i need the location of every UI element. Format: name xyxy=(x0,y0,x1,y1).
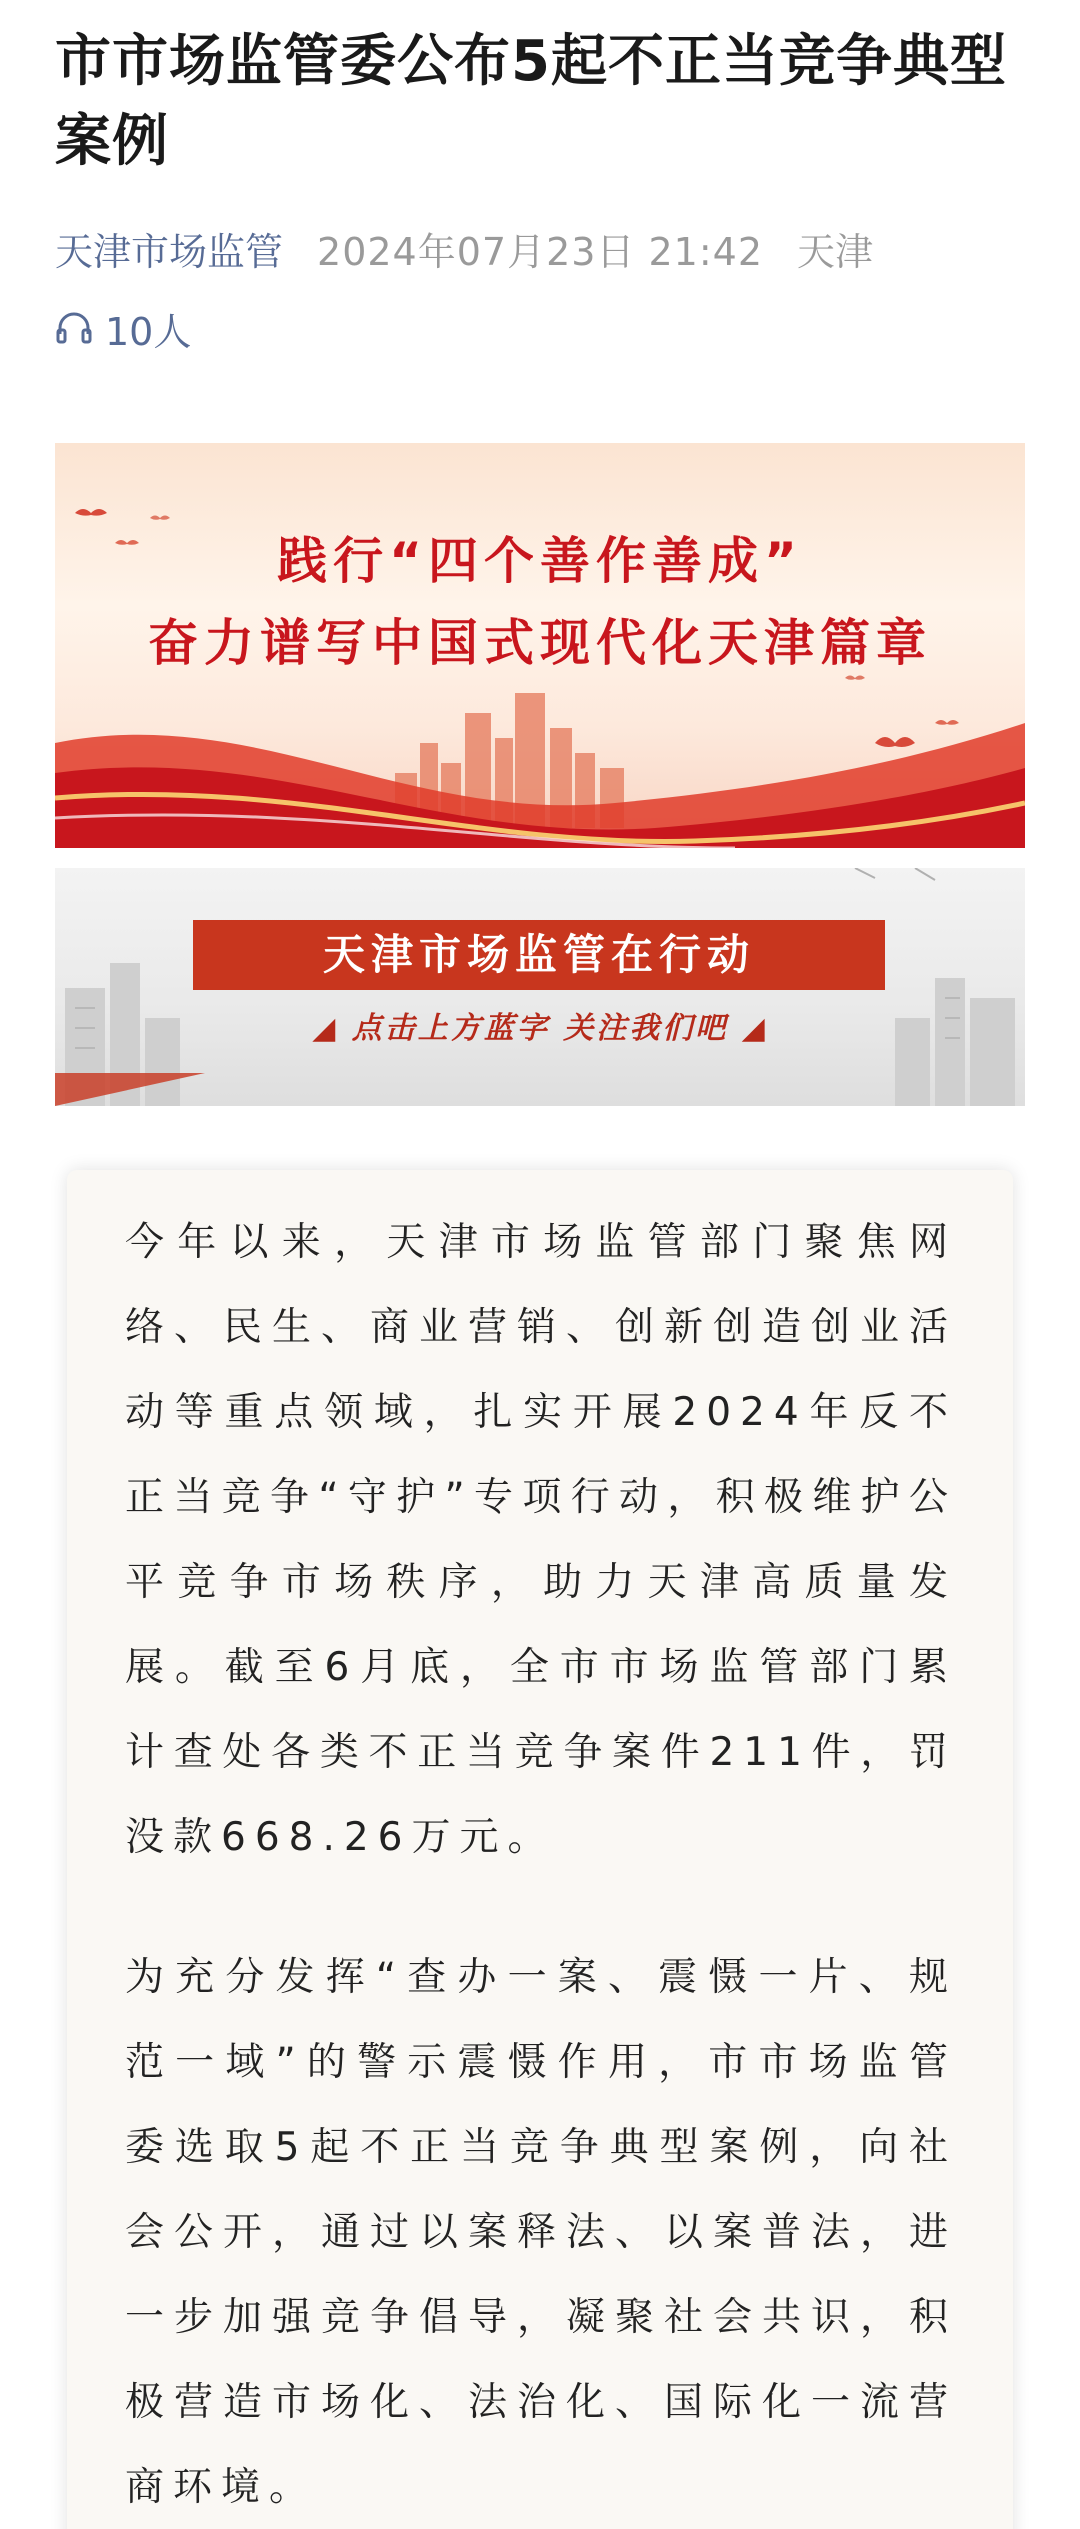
campaign-banner xyxy=(55,443,1025,848)
listen-button[interactable] xyxy=(55,300,191,356)
article-body-card xyxy=(67,1170,1013,2529)
follow-banner-subtitle: ◢ 点击上方蓝字 关注我们吧 ◢ xyxy=(312,1011,768,1046)
body-paragraph-1: 今年以来，天津市场监管部门聚焦网络、民生、商业营销、创新创造创业活动等重点领域，扎实开展2024年反不正当竞争“守护”专项行动，积极维护公平竞争市场秩序，助力天津高质量发展。截至6月底，全市市场监管部门累计查处各类不正当竞争案件211件，罚没款668.26万元。 xyxy=(125,1220,957,1860)
publish-date: 2024年07月23日 21:42 xyxy=(317,229,764,274)
listen-count: 10人 xyxy=(105,309,192,354)
follow-banner[interactable] xyxy=(55,868,1025,1106)
banner-headline-2: 奋力谱写中国式现代化天津篇章 xyxy=(148,614,932,672)
article-title: 市市场监管委公布5起不正当竞争典型案例 xyxy=(55,29,1007,174)
follow-banner-title: 天津市场监管在行动 xyxy=(193,920,885,990)
article-meta xyxy=(55,220,873,276)
banner-headline-1: 践行“四个善作善成” xyxy=(277,532,803,590)
publish-location: 天津 xyxy=(797,229,874,274)
author-link[interactable]: 天津市场监管 xyxy=(55,229,284,274)
body-paragraph-2: 为充分发挥“查办一案、震慑一片、规范一域”的警示震慑作用，市市场监管委选取5起不正当竞争典型案例，向社会公开，通过以案释法、以案普法，进一步加强竞争倡导，凝聚社会共识，积极营造市场化、法治化、国际化一流营商环境。 xyxy=(125,1955,957,2510)
headphones-icon xyxy=(55,310,93,346)
